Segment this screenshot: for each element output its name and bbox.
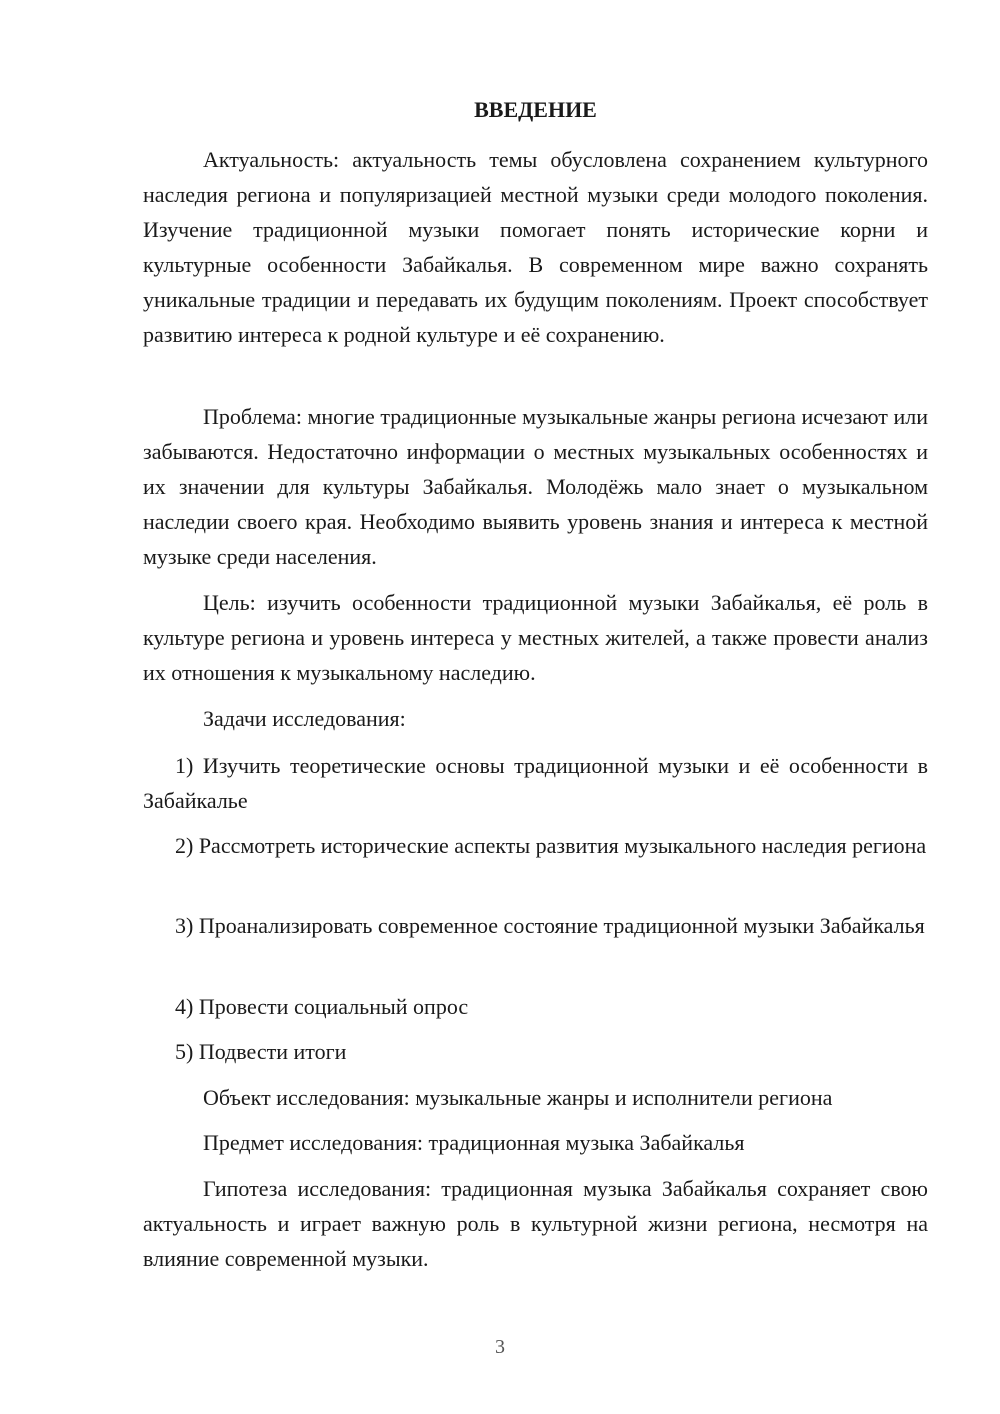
tasks-heading: Задачи исследования: bbox=[203, 706, 406, 731]
task-item-1: 1) Изучить теоретические основы традиционной музыки и её особенности в Забайкалье bbox=[143, 753, 928, 813]
relevance-paragraph: Актуальность: актуальность темы обусловлена сохранением культурного наследия региона и популяризацией местной музыки среди молодого поколения. Изучение традиционной музыки помогает понять исторические корни и культурные особенности Забайкалья. В современном мире важно сохранять уникальные традиции и передавать их будущим поколениям. Проект способствует развитию интереса к родной культуре и её сохранению. bbox=[143, 147, 928, 347]
page-number: 3 bbox=[495, 1336, 505, 1358]
subject-paragraph: Предмет исследования: традиционная музыка Забайкалья bbox=[203, 1130, 745, 1155]
task-item-3: 3) Проанализировать современное состояние традиционной музыки Забайкалья bbox=[175, 913, 925, 938]
task-item-5: 5) Подвести итоги bbox=[175, 1039, 347, 1064]
goal-paragraph: Цель: изучить особенности традиционной музыки Забайкалья, её роль в культуре региона и уровень интереса у местных жителей, а также провести анализ их отношения к музыкальному наследию. bbox=[143, 590, 928, 685]
object-paragraph: Объект исследования: музыкальные жанры и исполнители региона bbox=[203, 1085, 833, 1110]
page-title: ВВЕДЕНИЕ bbox=[474, 97, 597, 122]
task-item-4: 4) Провести социальный опрос bbox=[175, 994, 469, 1019]
task-item-2: 2) Рассмотреть исторические аспекты развития музыкального наследия региона bbox=[175, 833, 927, 858]
problem-paragraph: Проблема: многие традиционные музыкальные жанры региона исчезают или забываются. Недостаточно информации о местных музыкальных особенностях и их значении для культуры Забайкалья. Молодёжь мало знает о музыкальном наследии своего края. Необходимо выявить уровень знания и интереса к местной музыке среди населения. bbox=[143, 404, 928, 569]
hypothesis-paragraph: Гипотеза исследования: традиционная музыка Забайкалья сохраняет свою актуальность и играет важную роль в культурной жизни региона, несмотря на влияние современной музыки. bbox=[143, 1176, 928, 1271]
